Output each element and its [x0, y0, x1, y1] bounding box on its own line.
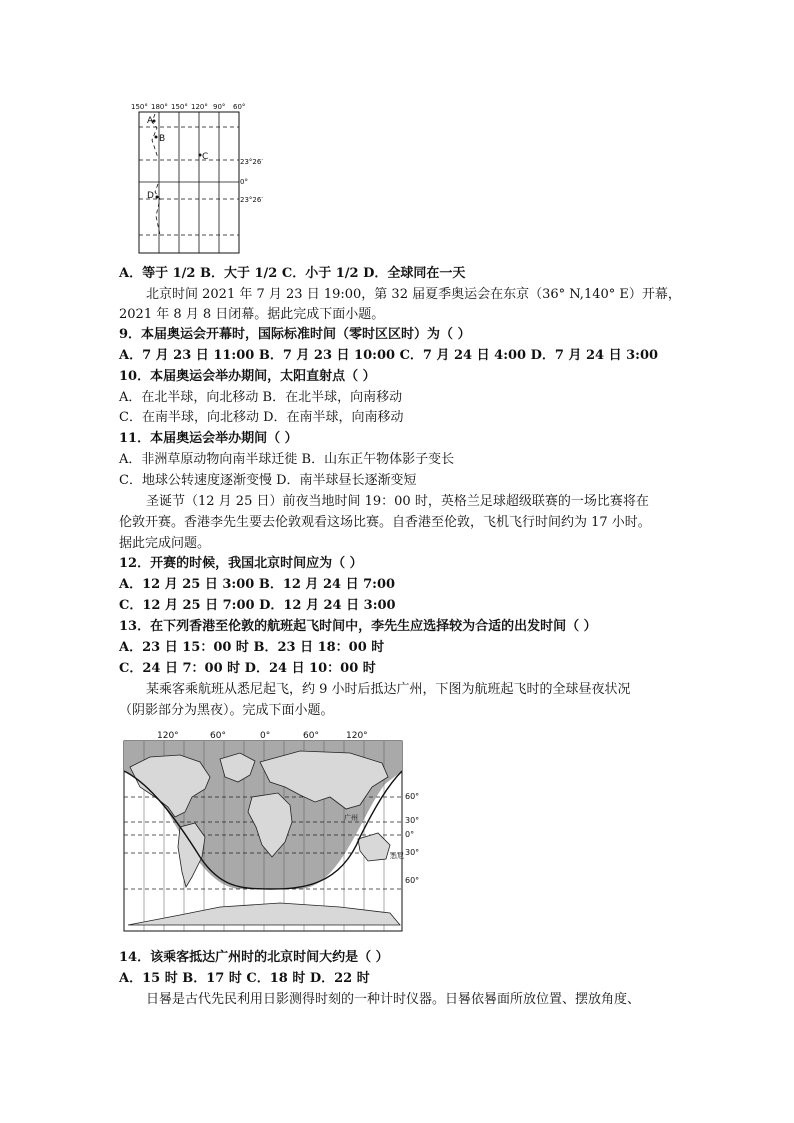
question-14-options: A．15 时 B．17 时 C．18 时 D．22 时 — [119, 971, 370, 986]
passage-christmas-3: 据此完成问题。 — [119, 536, 211, 551]
question-13-options-cd: C．24 日 7：00 时 D．24 日 10：00 时 — [119, 661, 376, 676]
fig2-lon-label: 60° — [303, 731, 319, 741]
answer-options-prev: A．等于 1/2 B．大于 1/2 C．小于 1/2 D．全球同在一天 — [119, 266, 466, 281]
fig2-place-sydney: 悉尼 — [390, 852, 404, 860]
fig1-lon-label: 60° — [233, 103, 246, 111]
passage-olympics-1: 北京时间 2021 年 7 月 23 日 19:00，第 32 届夏季奥运会在东京（36° N,140° E）开幕， — [146, 287, 681, 302]
fig1-lon-label: 90° — [213, 103, 226, 111]
question-11-options-ab: A．非洲草原动物向南半球迁徙 B．山东正午物体影子变长 — [119, 452, 455, 467]
passage-flight-2: （阴影部分为黑夜）。完成下面小题。 — [119, 703, 334, 718]
passage-sundial: 日晷是古代先民利用日影测得时刻的一种计时仪器。日晷依晷面所放位置、摆放角度、 — [146, 992, 641, 1007]
fig2-lat-label: 30° — [405, 848, 420, 857]
fig2-lat-label: 60° — [405, 792, 420, 801]
fig2-lon-label: 60° — [210, 731, 226, 741]
question-11-options-cd: C．地球公转速度逐渐变慢 D．南半球昼长逐渐变短 — [119, 473, 417, 488]
question-11: 11．本届奥运会举办期间（ ） — [119, 431, 298, 446]
fig1-lon-label: 180° — [151, 103, 168, 111]
fig1-lat-label: 0° — [240, 178, 248, 186]
fig2-lat-label: 60° — [405, 876, 420, 885]
passage-olympics-2: 2021 年 8 月 8 日闭幕。据此完成下面小题。 — [119, 307, 385, 322]
question-9: 9．本届奥运会开幕时，国际标准时间（零时区区时）为（ ） — [119, 327, 471, 342]
passage-christmas-2: 伦敦开赛。香港李先生要去伦敦观看这场比赛。自香港至伦敦，飞机飞行时间约为 17 小时。 — [119, 515, 651, 530]
question-10-options-cd: C．在南半球，向北移动 D．在南半球，向南移动 — [119, 410, 404, 425]
question-12-options-ab: A．12 月 25 日 3:00 B．12 月 24 日 7:00 — [119, 577, 396, 592]
question-12-options-cd: C．12 月 25 日 7:00 D．12 月 24 日 3:00 — [119, 598, 396, 613]
fig1-point-b: B — [159, 134, 166, 144]
fig1-point-d: D — [147, 191, 154, 201]
figure-world-day-night-map — [120, 727, 430, 937]
fig1-lon-label: 150° — [171, 103, 188, 111]
question-9-options: A．7 月 23 日 11:00 B．7 月 23 日 10:00 C．7 月 24 日 4:00 D．7 月 24 日 3:00 — [119, 348, 659, 363]
question-14: 14．该乘客抵达广州时的北京时间大约是（ ） — [119, 950, 389, 965]
passage-christmas-1: 圣诞节（12 月 25 日）前夜当地时间 19：00 时，英格兰足球超级联赛的一场比赛将在 — [146, 494, 649, 509]
question-13-options-ab: A．23 日 15：00 时 B．23 日 18：00 时 — [119, 640, 385, 655]
fig1-lat-label: 23°26′ — [240, 158, 263, 166]
fig1-lon-label: 120° — [191, 103, 208, 111]
question-13: 13．在下列香港至伦敦的航班起飞时间中，李先生应选择较为合适的出发时间（ ） — [119, 619, 597, 634]
fig2-lon-label: 0° — [260, 731, 271, 741]
fig2-lon-label: 120° — [346, 731, 368, 741]
passage-flight-1: 某乘客乘航班从悉尼起飞，约 9 小时后抵达广州，下图为航班起飞时的全球昼夜状况 — [146, 682, 631, 697]
fig1-point-a: A — [147, 116, 154, 126]
fig2-lon-label: 120° — [157, 731, 179, 741]
fig2-lat-label: 0° — [405, 830, 415, 839]
figure-timezone-grid — [128, 100, 278, 260]
fig1-lon-label: 150° — [131, 103, 148, 111]
question-10-options-ab: A．在北半球，向北移动 B．在北半球，向南移动 — [119, 390, 403, 405]
fig1-lat-label: 23°26′ — [240, 196, 263, 204]
fig2-lat-label: 30° — [405, 816, 420, 825]
question-10: 10．本届奥运会举办期间，太阳直射点（ ） — [119, 369, 376, 384]
fig1-point-c: C — [202, 152, 209, 162]
question-12: 12．开赛的时候，我国北京时间应为（ ） — [119, 556, 363, 571]
fig2-place-guangzhou: 广州 — [344, 814, 358, 822]
